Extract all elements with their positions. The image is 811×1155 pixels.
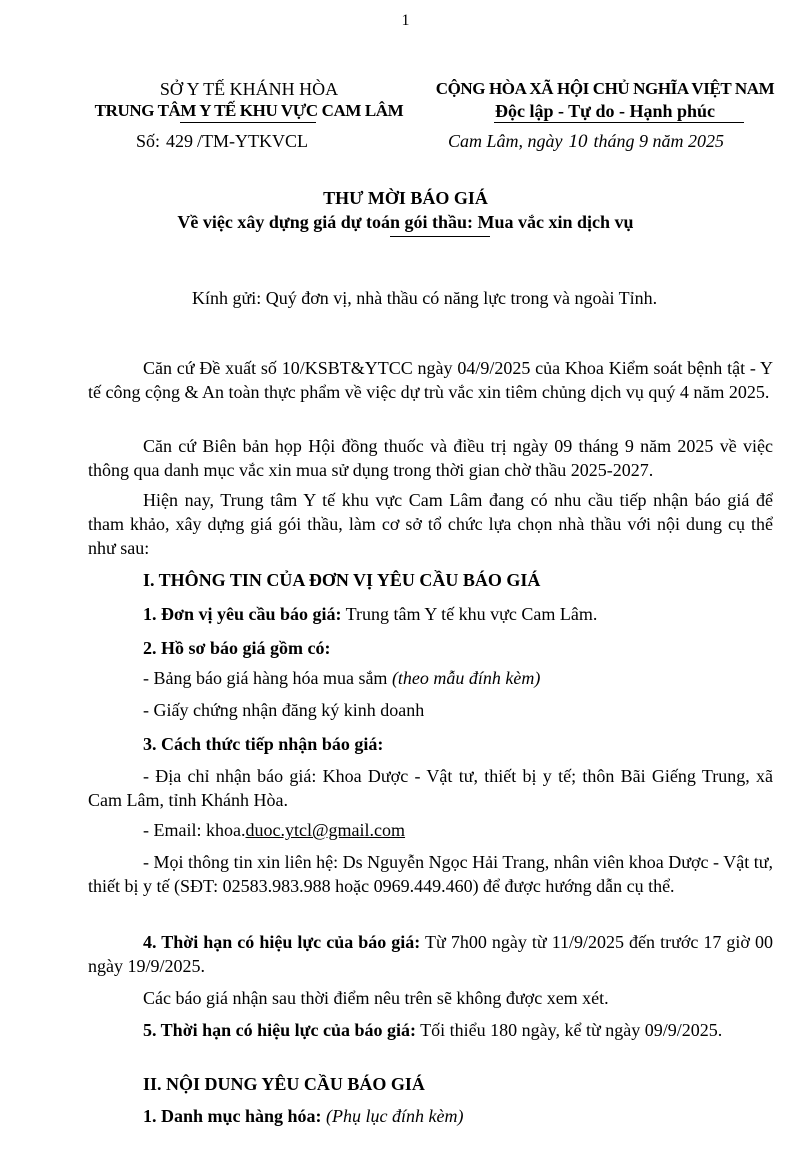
issuing-agency	[84, 78, 414, 122]
item-2-bullet-2: - Giấy chứng nhận đăng ký kinh doanh	[143, 700, 425, 720]
section-2-item-1-label: 1. Danh mục hàng hóa:	[143, 1106, 322, 1126]
item-5-value: Tối thiểu 180 ngày, kể từ ngày 09/9/2025.	[420, 1020, 723, 1040]
parent-agency: SỞ Y TẾ KHÁNH HÒA	[159, 79, 339, 99]
section-1-heading: I. THÔNG TIN CỦA ĐƠN VỊ YÊU CẦU BÁO GIÁ	[143, 570, 541, 590]
item-4	[88, 930, 773, 978]
section-2-item-1-value: (Phụ lục đính kèm)	[326, 1106, 464, 1126]
doc-number-prefix: Số:	[136, 131, 161, 151]
national-motto	[420, 78, 790, 122]
recipient-line: Kính gửi: Quý đơn vị, nhà thầu có năng lực trong và ngoài Tỉnh.	[192, 288, 658, 308]
paragraph-intro: Hiện nay, Trung tâm Y tế khu vực Cam Lâm đang có nhu cầu tiếp nhận báo giá để tham khảo, xây dựng giá gói thầu, làm cơ sở tổ chức lựa chọn nhà thầu với nội dung cụ thể như sau:	[88, 490, 773, 558]
document-date	[448, 131, 724, 153]
item-5	[88, 1018, 773, 1042]
item-3-address: - Địa chỉ nhận báo giá: Khoa Dược - Vật tư, thiết bị y tế; thôn Bãi Giếng Trung, xã Cam Lâm, tỉnh Khánh Hòa.	[88, 766, 773, 810]
email-link[interactable]: duoc.ytcl@gmail.com	[245, 820, 406, 840]
agency-name: TRUNG TÂM Y TẾ KHU VỰC CAM LÂM	[94, 101, 404, 120]
paragraph-basis-1: Căn cứ Đề xuất số 10/KSBT&YTCC ngày 04/9/2025 của Khoa Kiểm soát bệnh tật - Y tế công cộng & An toàn thực phẩm về việc dự trù vắc xin tiêm chủng dịch vụ quý 4 năm 2025.	[88, 358, 773, 402]
item-4-note: Các báo giá nhận sau thời điểm nêu trên sẽ không được xem xét.	[143, 988, 609, 1008]
page-number: 1	[401, 12, 410, 29]
item-3-email	[143, 818, 405, 842]
item-3-label: 3. Cách thức tiếp nhận báo giá:	[143, 734, 384, 754]
date-before: Cam Lâm, ngày	[448, 131, 563, 151]
agency-underline	[180, 122, 316, 123]
section-2-item-1	[143, 1104, 464, 1128]
bullet-1-text: - Bảng báo giá hàng hóa mua sắm	[143, 668, 388, 688]
doc-number-suffix: /TM-YTKVCL	[197, 131, 309, 151]
item-1	[143, 602, 597, 626]
motto: Độc lập - Tự do - Hạnh phúc	[494, 101, 716, 121]
item-1-label: 1. Đơn vị yêu cầu báo giá:	[143, 604, 342, 624]
item-2-label: 2. Hồ sơ báo giá gồm có:	[143, 638, 331, 658]
country-name: CỘNG HÒA XÃ HỘI CHỦ NGHĨA VIỆT NAM	[435, 79, 775, 98]
item-5-label: 5. Thời hạn có hiệu lực của báo giá:	[143, 1020, 416, 1040]
item-3-contact: - Mọi thông tin xin liên hệ: Ds Nguyễn Ngọc Hải Trang, nhân viên khoa Dược - Vật tư, thiết bị y tế (SĐT: 02583.983.988 hoặc 0969.449.460) để được hướng dẫn cụ thể.	[88, 852, 773, 896]
paragraph-basis-2: Căn cứ Biên bản họp Hội đồng thuốc và điều trị ngày 09 tháng 9 năm 2025 về việc thông qua danh mục vắc xin mua sử dụng trong thời gian chờ thầu 2025-2027.	[88, 436, 773, 480]
item-1-value: Trung tâm Y tế khu vực Cam Lâm.	[345, 604, 598, 624]
document-subtitle: Về việc xây dựng giá dự toán gói thầu: Mua vắc xin dịch vụ	[177, 212, 634, 232]
motto-underline	[494, 122, 744, 123]
date-day: 10	[568, 131, 588, 152]
document-title: THƯ MỜI BÁO GIÁ	[323, 188, 488, 208]
document-number	[136, 131, 308, 152]
doc-number-value: 429	[166, 131, 194, 151]
item-2-bullet-1	[143, 666, 540, 690]
date-after: tháng 9 năm 2025	[593, 131, 725, 151]
item-4-value: Từ 7h00 ngày từ 11/9/2025 đến trước 17 giờ 00 ngày 19/9/2025.	[88, 932, 773, 976]
item-4-label: 4. Thời hạn có hiệu lực của báo giá:	[143, 932, 421, 952]
subtitle-underline	[390, 236, 490, 237]
email-label: - Email: khoa.	[143, 820, 246, 840]
section-2-heading: II. NỘI DUNG YÊU CẦU BÁO GIÁ	[143, 1074, 425, 1094]
bullet-1-note: (theo mẫu đính kèm)	[391, 668, 541, 688]
